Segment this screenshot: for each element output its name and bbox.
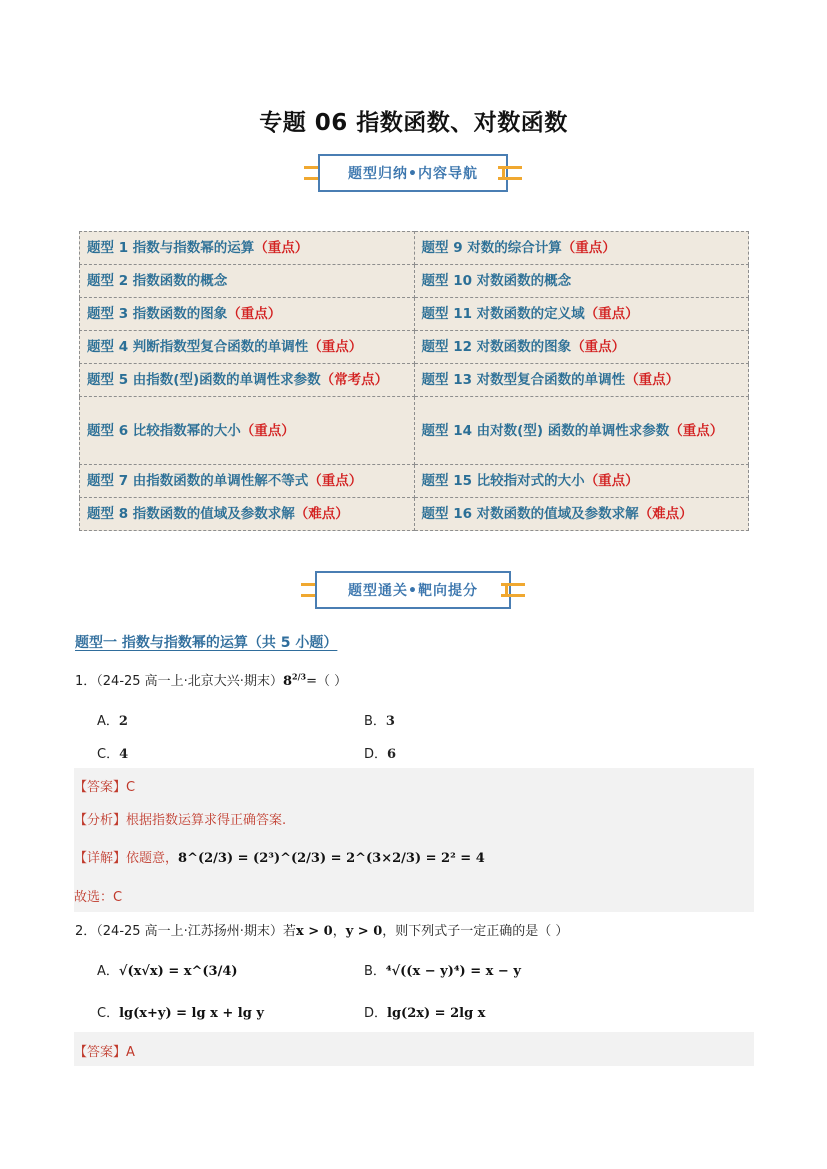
q2-option-b[interactable]: B．⁴√((x − y)⁴) = x − y [364,964,521,979]
nav-row [80,331,749,364]
nav-topic-label: 题型 8 指数函数的值域及参数求解 [87,506,295,522]
question-1 [75,670,347,689]
nav-topic-tag: （难点） [294,506,349,522]
nav-row [80,298,749,331]
nav-topic-tag: （常考点） [320,372,389,388]
topic-navigation-table [79,231,749,531]
q2-option-c[interactable]: C．lg(x+y) = lg x + lg y [97,1006,264,1021]
nav-row [80,265,749,298]
nav-topic-tag: （重点） [584,306,639,322]
question-2-prefix: 2．（24-25 高一上·江苏扬州·期末）若 [75,924,296,939]
q2-answer-block [74,1032,754,1066]
banner-right-decoration [501,583,525,597]
nav-topic-cell[interactable] [80,232,415,265]
nav-topic-tag: （重点） [584,473,639,489]
q1-analysis: 【分析】根据指数运算求得正确答案. [74,813,287,828]
q2-option-a[interactable]: A．√(x√x) = x^(3/4) [97,964,238,979]
nav-topic-cell[interactable] [414,331,749,364]
nav-topic-tag: （难点） [638,506,693,522]
nav-row [80,364,749,397]
section-heading[interactable]: 题型一 指数与指数幂的运算（共 5 小题） [75,635,338,651]
nav-topic-label: 题型 12 对数函数的图象 [421,339,572,355]
nav-topic-label: 题型 2 指数函数的概念 [87,273,228,289]
nav-topic-label: 题型 3 指数函数的图象 [87,306,228,322]
nav-topic-cell[interactable] [80,465,415,498]
nav-topic-label: 题型 13 对数型复合函数的单调性 [421,372,626,388]
nav-row [80,465,749,498]
nav-topic-cell[interactable] [414,265,749,298]
nav-topic-cell[interactable] [414,498,749,531]
nav-topic-tag: （重点） [669,422,724,439]
nav-topic-tag: （重点） [571,339,626,355]
question-2-suffix: ，则下列式子一定正确的是（ ） [382,924,569,939]
nav-topic-label: 题型 10 对数函数的概念 [421,273,572,289]
question-1-suffix: =（ ） [306,674,348,689]
q1-detail-math: 8^(2/3) = (2³)^(2/3) = 2^(3×2/3) = 2² = 4 [178,851,485,866]
nav-topic-label: 题型 7 由指数函数的单调性解不等式 [87,473,309,489]
nav-banner [304,154,522,192]
nav-topic-label: 题型 15 比较指对式的大小 [421,473,585,489]
nav-topic-cell[interactable] [80,298,415,331]
nav-banner-label: 题型归纳•内容导航 [318,154,508,192]
q1-option-d[interactable]: D．6 [364,747,397,762]
nav-topic-tag: （重点） [308,473,363,489]
nav-topic-tag: （重点） [561,240,616,256]
nav-topic-tag: （重点） [625,372,680,388]
nav-topic-cell[interactable] [80,498,415,531]
question-2: 2．（24-25 高一上·江苏扬州·期末）若x > 0，y > 0，则下列式子一定正确的是（ ） [75,924,569,939]
q1-answer-block [74,768,754,912]
q1-conclusion: 故选：C [74,890,123,905]
nav-topic-cell[interactable] [414,232,749,265]
question-1-prefix: 1．（24-25 高一上·北京大兴·期末） [75,674,283,689]
nav-topic-label: 题型 11 对数函数的定义域 [421,306,585,322]
q2-answer: 【答案】A [74,1045,135,1060]
banner-right-decoration [498,166,522,180]
q1-option-b[interactable]: B．3 [364,714,395,729]
q1-answer: 【答案】C [74,780,136,795]
nav-topic-label: 题型 1 指数与指数幂的运算 [87,240,255,256]
question-1-expression: $8^{2/3}$ [282,671,307,689]
q2-option-d[interactable]: D．lg(2x) = 2lg x [364,1006,486,1021]
page-title: 专题 06 指数函数、对数函数 [259,110,568,136]
nav-topic-cell[interactable] [80,331,415,364]
nav-topic-tag: （重点） [240,422,295,439]
nav-topic-cell[interactable] [414,465,749,498]
q1-option-a[interactable]: A．2 [97,714,128,729]
nav-topic-label: 题型 5 由指数(型)函数的单调性求参数 [87,372,321,388]
practice-banner-label: 题型通关•靶向提分 [315,571,511,609]
nav-topic-cell[interactable] [414,397,749,465]
practice-banner [301,571,525,609]
nav-topic-label: 题型 16 对数函数的值域及参数求解 [421,506,639,522]
nav-topic-cell[interactable] [80,397,415,465]
nav-row [80,397,749,465]
nav-topic-label: 题型 4 判断指数型复合函数的单调性 [87,339,309,355]
question-2-cond1: x > 0 [295,924,333,939]
nav-row [80,232,749,265]
nav-topic-label: 题型 14 由对数(型) 函数的单调性求参数 [421,422,670,439]
nav-topic-label: 题型 6 比较指数幂的大小 [87,422,241,439]
nav-row [80,498,749,531]
nav-topic-cell[interactable] [414,298,749,331]
nav-topic-cell[interactable] [80,364,415,397]
nav-topic-tag: （重点） [227,306,282,322]
question-2-cond2: y > 0 [345,924,383,939]
nav-topic-cell[interactable] [80,265,415,298]
q1-option-c[interactable]: C．4 [97,747,129,762]
nav-topic-tag: （重点） [254,240,309,256]
nav-topic-tag: （重点） [308,339,363,355]
nav-topic-label: 题型 9 对数的综合计算 [421,240,562,256]
nav-topic-cell[interactable] [414,364,749,397]
q1-detail: 【详解】依题意，8^(2/3) = (2³)^(2/3) = 2^(3×2/3) = 2² = 4 [74,851,485,866]
